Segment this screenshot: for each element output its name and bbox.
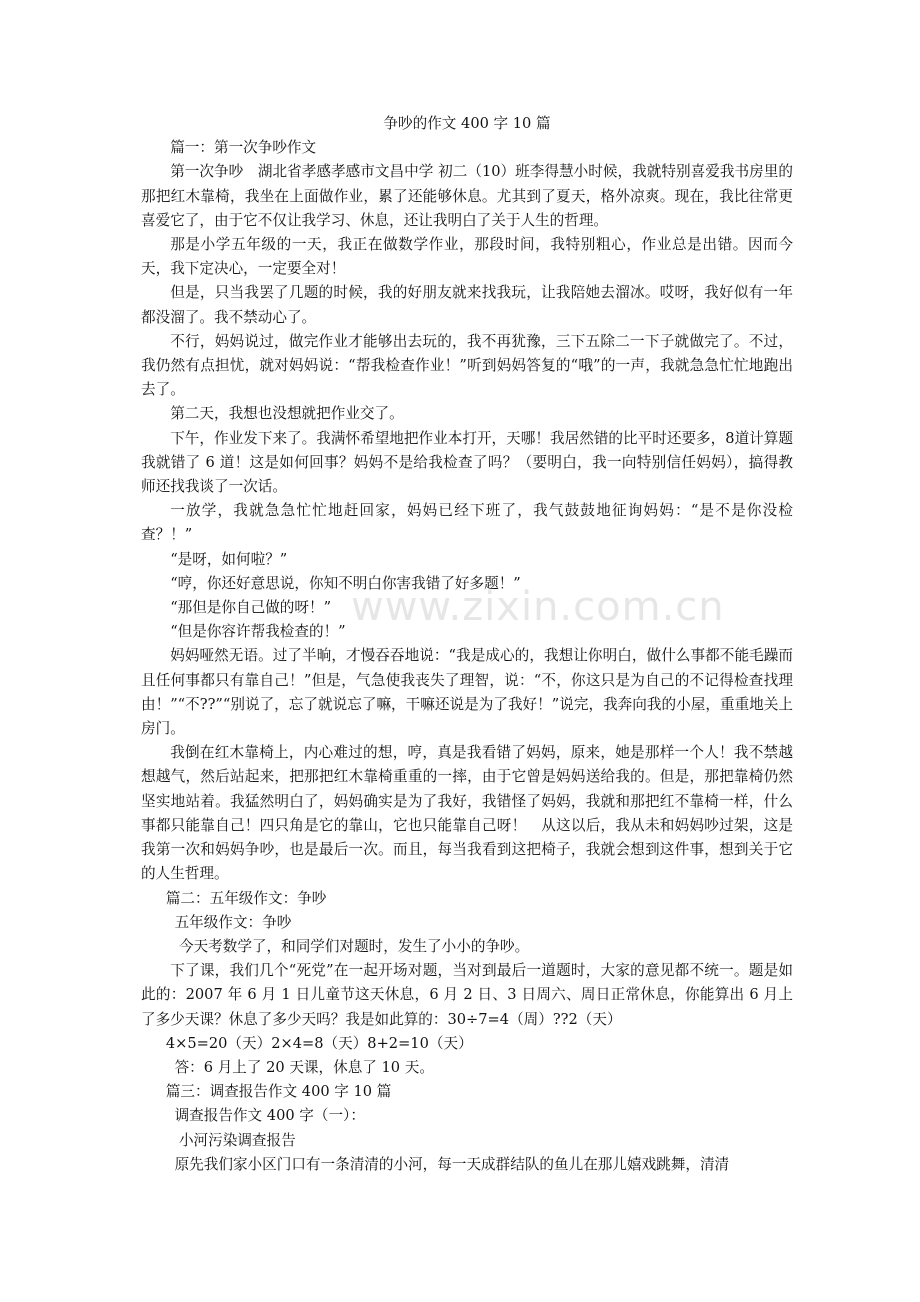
- paragraph: 我倒在红木靠椅上，内心难过的想，哼，真是我看错了妈妈，原来，她是那样一个人！我不禁越想越气，然后站起来，把那把红木靠椅重重的一摔，由于它曾是妈妈送给我的。但是，那把靠椅仍然坚实地站着。我猛然明白了，妈妈确实是为了我好，我错怪了妈妈，我就和那把红不靠椅一样，什么事都只能靠自己！四只角是它的靠山，它也只能靠自己呀！ 从这以后，我从未和妈妈吵过架，这是我第一次和妈妈争吵，也是最后一次。而且，每当我看到这把椅子，我就会想到这件事，想到关于它的人生哲理。: [141, 744, 793, 883]
- paragraph: 4×5=20（天）2×4=8（天）8+2=10（天）: [165, 1034, 473, 1052]
- watermark: www.zixin.com.cn: [351, 584, 725, 630]
- paragraph-list: [141, 136, 793, 1177]
- paragraph: 下午，作业发下来了。我满怀希望地把作业本打开，天哪！我居然错的比平时还要多，8道计算题我就错了 6 道！这是如何回事？妈妈不是给我检查了吗？（要明白，我一向特别信任妈妈），搞得教师还找我谈了一次话。: [141, 429, 793, 496]
- paragraph: 小河污染调查报告: [178, 1131, 296, 1149]
- paragraph: 答：6 月上了 20 天课，休息了 10 天。: [174, 1058, 434, 1076]
- paragraph: 篇二：五年级作文：争吵: [165, 889, 327, 907]
- paragraph: “是呀，如何啦？”: [170, 550, 288, 568]
- paragraph: 下了课，我们几个“死党”在一起开场对题，当对到最后一道题时，大家的意见都不统一。题是如此的：2007 年 6 月 1 日儿童节这天休息，6 月 2 日、3 日周六、周日正常休息，你能算出 6 月上了多少天课？休息了多少天吗？我是如此算的：30÷7=4（周）??2（天）: [141, 962, 793, 1028]
- paragraph: 不行，妈妈说过，做完作业才能够出去玩的，我不再犹豫，三下五除二一下子就做完了。不过，我仍然有点担忧，就对妈妈说：“帮我检查作业！”听到妈妈答复的“哦”的一声，我就急急忙忙地跑出去了。: [141, 332, 793, 399]
- paragraph: 那是小学五年级的一天，我正在做数学作业，那段时间，我特别粗心，作业总是出错。因而今天，我下定决心，一定要全对！: [141, 236, 793, 278]
- document-body: [141, 112, 793, 1177]
- paragraph: 妈妈哑然无语。过了半晌，才慢吞吞地说：“我是成心的，我想让你明白，做什么事都不能毛躁而且任何事都只有靠自己！”但是，气急使我丧失了理智，说：“不，你这只是为自己的不记得检查找理由！”“不??”“别说了，忘了就说忘了嘛，干嘛还说是为了我好！”说完，我奔向我的小屋，重重地关上房门。: [141, 647, 793, 738]
- paragraph: 调查报告作文 400 字（一）：: [174, 1107, 365, 1125]
- paragraph: “哼，你还好意思说，你知不明白你害我错了好多题！”: [170, 574, 521, 592]
- paragraph: 原先我们家小区门口有一条清清的小河，每一天成群结队的鱼儿在那儿嬉戏跳舞，清清: [174, 1155, 730, 1173]
- paragraph: 今天考数学了，和同学们对题时，发生了小小的争吵。: [178, 937, 530, 955]
- paragraph: 篇三：调查报告作文 400 字 10 篇: [165, 1083, 392, 1101]
- paragraph: 五年级作文：争吵: [174, 913, 292, 931]
- paragraph: “但是你容许帮我检查的！”: [170, 623, 346, 641]
- paragraph: 第一次争吵 湖北省孝感孝感市文昌中学 初二（10）班李得慧小时候，我就特别喜爱我书房里的那把红木靠椅，我坐在上面做作业，累了还能够休息。尤其到了夏天，格外凉爽。现在，我比往常更喜爱它了，由于它不仅让我学习、休息，还让我明白了关于人生的哲理。: [141, 163, 793, 229]
- paragraph: 一放学，我就急急忙忙地赶回家，妈妈已经下班了，我气鼓鼓地征询妈妈：“是不是你没检查？！”: [141, 502, 793, 544]
- paragraph: 篇一：第一次争吵作文: [170, 139, 317, 157]
- document-title: 争吵的作文 400 字 10 篇: [383, 115, 551, 132]
- paragraph: “那但是你自己做的呀！”: [170, 599, 332, 617]
- paragraph: 第二天，我想也没想就把作业交了。: [170, 405, 404, 423]
- paragraph: 但是，只当我罢了几题的时候，我的好朋友就来找我玩，让我陪她去溜冰。哎呀，我好似有一年都没溜了。我不禁动心了。: [141, 284, 793, 326]
